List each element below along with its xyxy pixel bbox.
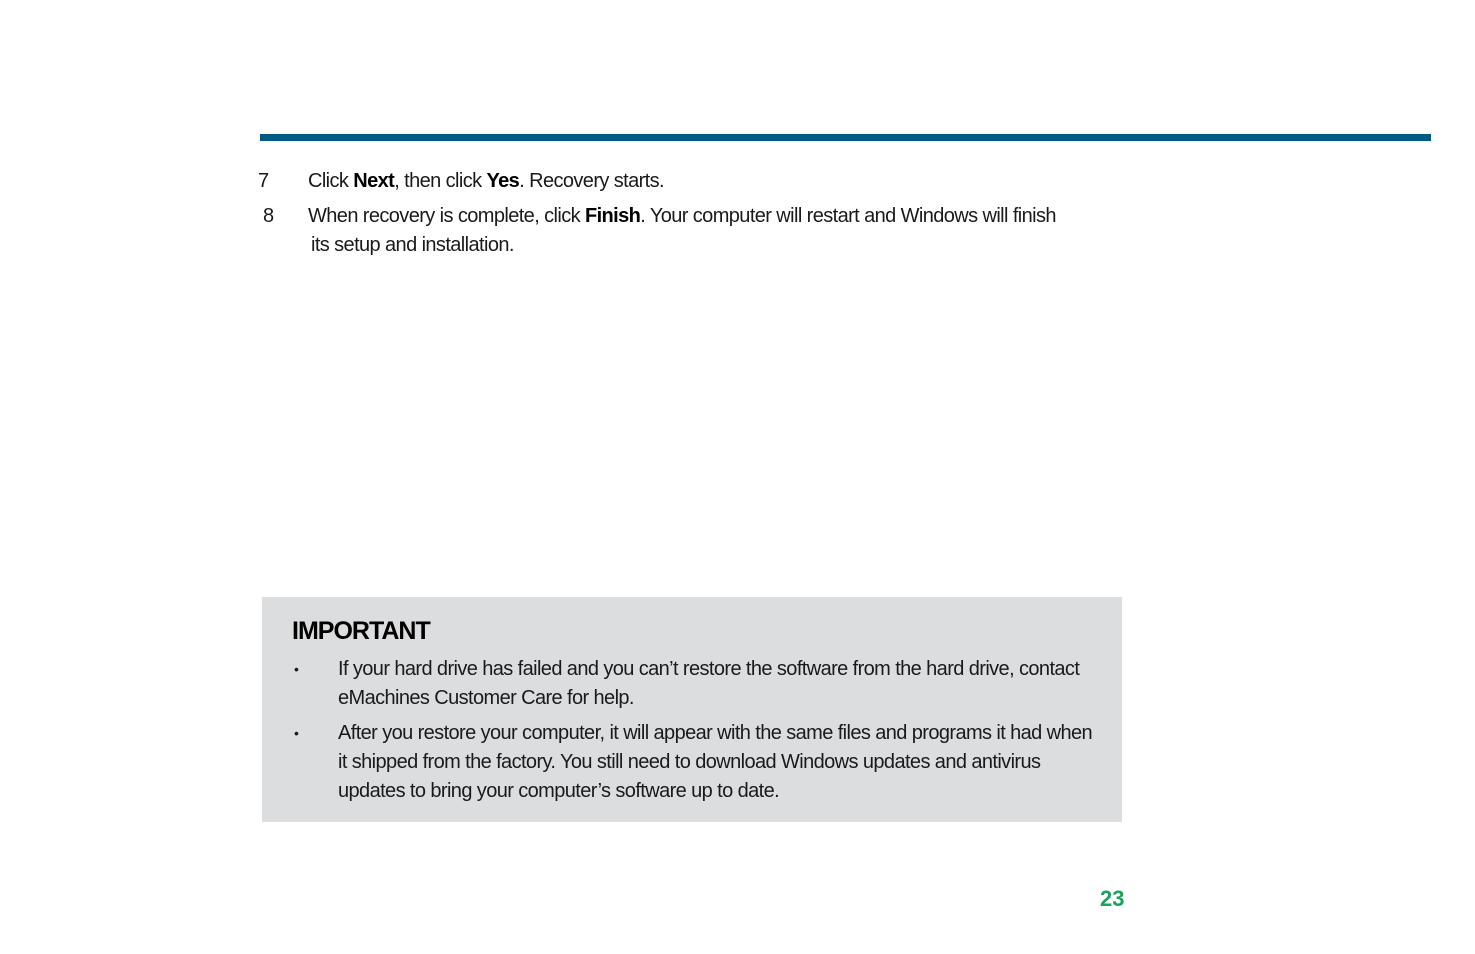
- note-text: After you restore your computer, it will appear with the same files and programs it had when it shipped from the factory. You still need to download Windows updates and antivirus updates to bring your computer’s software up to date.: [338, 722, 1093, 802]
- bullet-icon: •: [294, 661, 299, 677]
- next-label: Next: [353, 170, 395, 192]
- important-title: IMPORTANT: [292, 617, 430, 645]
- finish-label: Finish: [584, 205, 641, 227]
- top-rule: [260, 134, 1431, 141]
- page-number: 23: [1100, 886, 1125, 911]
- step-text: Click Next, then click Yes. Recovery starts.: [308, 170, 664, 192]
- yes-label: Yes: [486, 170, 520, 192]
- step-text: When recovery is complete, click Finish. Your computer will restart and Windows will finish its setup and installation.: [308, 205, 1056, 256]
- bullet-icon: •: [294, 725, 299, 741]
- step-number: 7: [258, 170, 269, 192]
- step-number: 8: [263, 205, 274, 227]
- note-text: If your hard drive has failed and you can’t restore the software from the hard drive, contact eMachines Customer Care for help.: [338, 658, 1080, 709]
- important-box: [262, 597, 1122, 822]
